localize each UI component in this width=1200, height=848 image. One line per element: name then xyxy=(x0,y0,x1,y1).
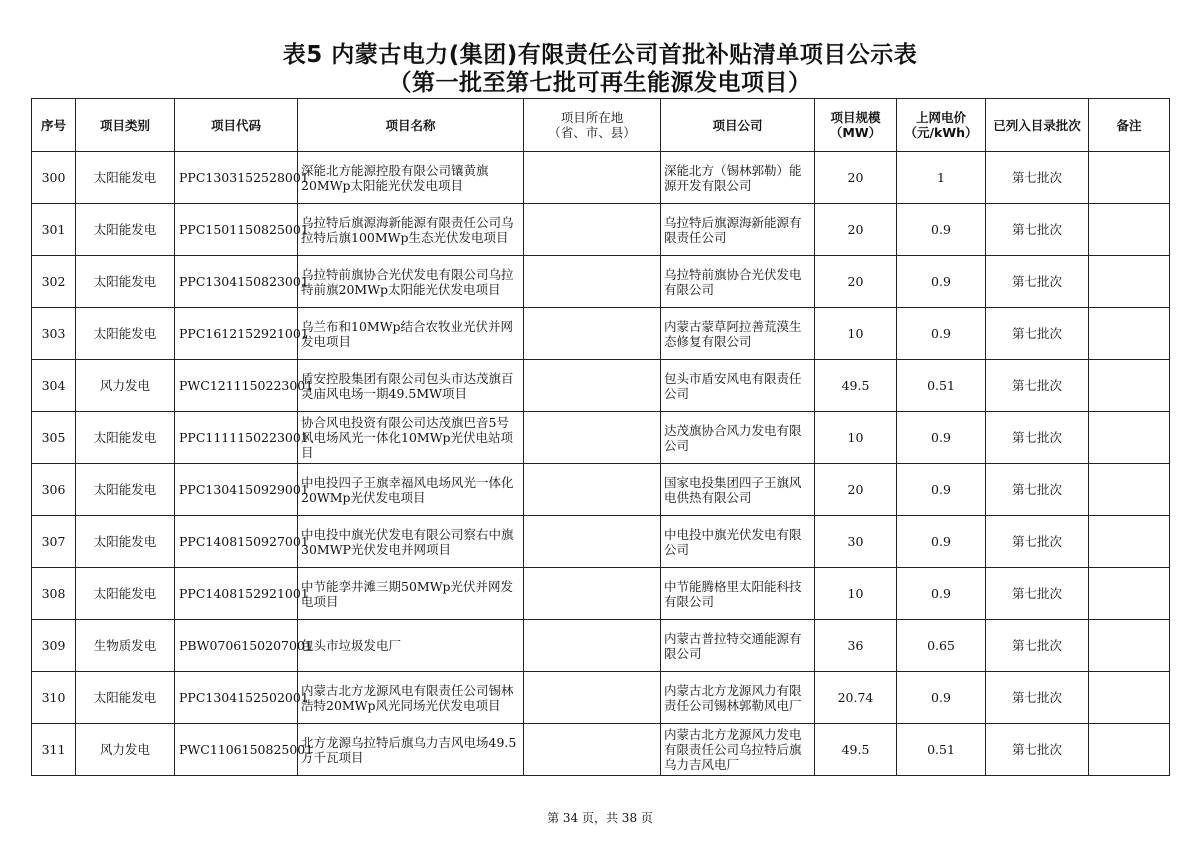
cell-batch: 第七批次 xyxy=(986,464,1089,516)
cell-seq: 306 xyxy=(32,464,76,516)
cell-batch: 第七批次 xyxy=(986,724,1089,776)
cell-location xyxy=(524,464,661,516)
table-row xyxy=(32,204,1170,256)
table-body xyxy=(32,152,1170,776)
cell-price: 0.9 xyxy=(897,412,986,464)
cell-seq: 309 xyxy=(32,620,76,672)
cell-code: PBW0706150207001 xyxy=(175,620,298,672)
project-table xyxy=(31,98,1170,776)
cell-seq: 302 xyxy=(32,256,76,308)
cell-batch: 第七批次 xyxy=(986,308,1089,360)
cell-price: 0.9 xyxy=(897,568,986,620)
cell-category: 风力发电 xyxy=(76,724,175,776)
cell-scale: 20 xyxy=(815,204,897,256)
cell-scale: 20 xyxy=(815,152,897,204)
page-subtitle: （第一批至第七批可再生能源发电项目） xyxy=(388,70,812,96)
cell-scale: 20.74 xyxy=(815,672,897,724)
cell-batch: 第七批次 xyxy=(986,360,1089,412)
table-row xyxy=(32,152,1170,204)
cell-category: 太阳能发电 xyxy=(76,256,175,308)
cell-seq: 300 xyxy=(32,152,76,204)
cell-batch: 第七批次 xyxy=(986,152,1089,204)
cell-seq: 307 xyxy=(32,516,76,568)
cell-name: 深能北方能源控股有限公司镶黄旗20MWp太阳能光伏发电项目 xyxy=(298,152,524,204)
cell-company: 内蒙古北方龙源风力有限责任公司锡林郭勒风电厂 xyxy=(661,672,815,724)
cell-code: PPC1501150825001 xyxy=(175,204,298,256)
cell-code: PPC1303152528001 xyxy=(175,152,298,204)
cell-name: 协合风电投资有限公司达茂旗巴音5号风电场风光一体化10MWp光伏电站项目 xyxy=(298,412,524,464)
cell-note xyxy=(1089,412,1170,464)
cell-batch: 第七批次 xyxy=(986,620,1089,672)
cell-batch: 第七批次 xyxy=(986,256,1089,308)
cell-seq: 301 xyxy=(32,204,76,256)
cell-name: 中节能孪井滩三期50MWp光伏并网发电项目 xyxy=(298,568,524,620)
cell-category: 太阳能发电 xyxy=(76,568,175,620)
cell-location xyxy=(524,568,661,620)
cell-scale: 36 xyxy=(815,620,897,672)
cell-price: 0.65 xyxy=(897,620,986,672)
cell-name: 中电投四子王旗幸福风电场风光一体化20WMp光伏发电项目 xyxy=(298,464,524,516)
cell-batch: 第七批次 xyxy=(986,516,1089,568)
header-seq: 序号 xyxy=(32,99,76,152)
cell-category: 太阳能发电 xyxy=(76,152,175,204)
cell-location xyxy=(524,204,661,256)
cell-name: 中电投中旗光伏发电有限公司察右中旗30MWP光伏发电并网项目 xyxy=(298,516,524,568)
cell-code: PPC1304150929001 xyxy=(175,464,298,516)
cell-location xyxy=(524,412,661,464)
cell-location xyxy=(524,152,661,204)
header-price: 上网电价 （元/kWh） xyxy=(897,99,986,152)
header-note: 备注 xyxy=(1089,99,1170,152)
cell-company: 内蒙古普拉特交通能源有限公司 xyxy=(661,620,815,672)
cell-category: 太阳能发电 xyxy=(76,204,175,256)
cell-category: 风力发电 xyxy=(76,360,175,412)
cell-scale: 20 xyxy=(815,256,897,308)
table-row xyxy=(32,464,1170,516)
cell-category: 生物质发电 xyxy=(76,620,175,672)
table-row xyxy=(32,620,1170,672)
cell-price: 0.9 xyxy=(897,308,986,360)
table-row xyxy=(32,256,1170,308)
cell-category: 太阳能发电 xyxy=(76,308,175,360)
cell-company: 内蒙古北方龙源风力发电有限责任公司乌拉特后旗乌力吉风电厂 xyxy=(661,724,815,776)
cell-name: 乌拉特前旗协合光伏发电有限公司乌拉特前旗20MWp太阳能光伏发电项目 xyxy=(298,256,524,308)
cell-batch: 第七批次 xyxy=(986,204,1089,256)
cell-scale: 30 xyxy=(815,516,897,568)
table-row xyxy=(32,412,1170,464)
header-name: 项目名称 xyxy=(298,99,524,152)
cell-location xyxy=(524,308,661,360)
cell-seq: 305 xyxy=(32,412,76,464)
cell-batch: 第七批次 xyxy=(986,412,1089,464)
cell-company: 包头市盾安风电有限责任公司 xyxy=(661,360,815,412)
cell-name: 乌拉特后旗源海新能源有限责任公司乌拉特后旗100MWp生态光伏发电项目 xyxy=(298,204,524,256)
cell-scale: 10 xyxy=(815,308,897,360)
cell-name: 内蒙古北方龙源风电有限责任公司锡林浩特20MWp风光同场光伏发电项目 xyxy=(298,672,524,724)
table-row xyxy=(32,724,1170,776)
header-location: 项目所在地 （省、市、县） xyxy=(524,99,661,152)
cell-price: 0.9 xyxy=(897,204,986,256)
cell-seq: 310 xyxy=(32,672,76,724)
cell-category: 太阳能发电 xyxy=(76,516,175,568)
cell-code: PPC1408150927001 xyxy=(175,516,298,568)
cell-category: 太阳能发电 xyxy=(76,464,175,516)
cell-price: 0.9 xyxy=(897,516,986,568)
cell-name: 乌兰布和10MWp结合农牧业光伏并网发电项目 xyxy=(298,308,524,360)
header-code: 项目代码 xyxy=(175,99,298,152)
cell-code: PPC1111150223001 xyxy=(175,412,298,464)
cell-name: 包头市垃圾发电厂 xyxy=(298,620,524,672)
cell-location xyxy=(524,724,661,776)
cell-note xyxy=(1089,620,1170,672)
cell-company: 国家电投集团四子王旗风电供热有限公司 xyxy=(661,464,815,516)
cell-location xyxy=(524,516,661,568)
cell-price: 1 xyxy=(897,152,986,204)
table-row xyxy=(32,568,1170,620)
cell-price: 0.9 xyxy=(897,256,986,308)
cell-code: PPC1408152921001 xyxy=(175,568,298,620)
cell-scale: 49.5 xyxy=(815,360,897,412)
cell-code: PWC1211150223001 xyxy=(175,360,298,412)
cell-company: 乌拉特后旗源海新能源有限责任公司 xyxy=(661,204,815,256)
cell-seq: 304 xyxy=(32,360,76,412)
cell-note xyxy=(1089,360,1170,412)
table-row xyxy=(32,360,1170,412)
cell-company: 深能北方（锡林郭勒）能源开发有限公司 xyxy=(661,152,815,204)
cell-location xyxy=(524,256,661,308)
cell-price: 0.51 xyxy=(897,360,986,412)
cell-note xyxy=(1089,672,1170,724)
cell-company: 中节能腾格里太阳能科技有限公司 xyxy=(661,568,815,620)
header-category: 项目类别 xyxy=(76,99,175,152)
cell-price: 0.9 xyxy=(897,464,986,516)
cell-note xyxy=(1089,308,1170,360)
cell-note xyxy=(1089,464,1170,516)
cell-price: 0.51 xyxy=(897,724,986,776)
cell-location xyxy=(524,620,661,672)
cell-scale: 49.5 xyxy=(815,724,897,776)
cell-note xyxy=(1089,568,1170,620)
cell-category: 太阳能发电 xyxy=(76,412,175,464)
cell-name: 北方龙源乌拉特后旗乌力吉风电场49.5万千瓦项目 xyxy=(298,724,524,776)
table-row xyxy=(32,308,1170,360)
cell-code: PPC1304152502001 xyxy=(175,672,298,724)
cell-name: 盾安控股集团有限公司包头市达茂旗百灵庙风电场一期49.5MW项目 xyxy=(298,360,524,412)
header-scale: 项目规模 （MW） xyxy=(815,99,897,152)
cell-batch: 第七批次 xyxy=(986,672,1089,724)
cell-code: PPC1612152921001 xyxy=(175,308,298,360)
cell-seq: 303 xyxy=(32,308,76,360)
header-batch: 已列入目录批次 xyxy=(986,99,1089,152)
page-footer: 第 34 页，共 38 页 xyxy=(547,811,653,825)
cell-seq: 311 xyxy=(32,724,76,776)
cell-company: 内蒙古蒙草阿拉善荒漠生态修复有限公司 xyxy=(661,308,815,360)
cell-note xyxy=(1089,256,1170,308)
cell-scale: 10 xyxy=(815,412,897,464)
cell-note xyxy=(1089,204,1170,256)
table-row xyxy=(32,672,1170,724)
cell-scale: 10 xyxy=(815,568,897,620)
cell-location xyxy=(524,360,661,412)
page-title: 表5 内蒙古电力(集团)有限责任公司首批补贴清单项目公示表 xyxy=(282,42,918,68)
cell-code: PPC1304150823001 xyxy=(175,256,298,308)
cell-seq: 308 xyxy=(32,568,76,620)
cell-location xyxy=(524,672,661,724)
table-row xyxy=(32,516,1170,568)
cell-batch: 第七批次 xyxy=(986,568,1089,620)
cell-note xyxy=(1089,516,1170,568)
cell-price: 0.9 xyxy=(897,672,986,724)
table-header-row xyxy=(32,99,1170,152)
cell-note xyxy=(1089,724,1170,776)
cell-scale: 20 xyxy=(815,464,897,516)
cell-company: 中电投中旗光伏发电有限公司 xyxy=(661,516,815,568)
cell-note xyxy=(1089,152,1170,204)
cell-company: 达茂旗协合风力发电有限公司 xyxy=(661,412,815,464)
cell-category: 太阳能发电 xyxy=(76,672,175,724)
cell-code: PWC1106150825001 xyxy=(175,724,298,776)
header-company: 项目公司 xyxy=(661,99,815,152)
cell-company: 乌拉特前旗协合光伏发电有限公司 xyxy=(661,256,815,308)
